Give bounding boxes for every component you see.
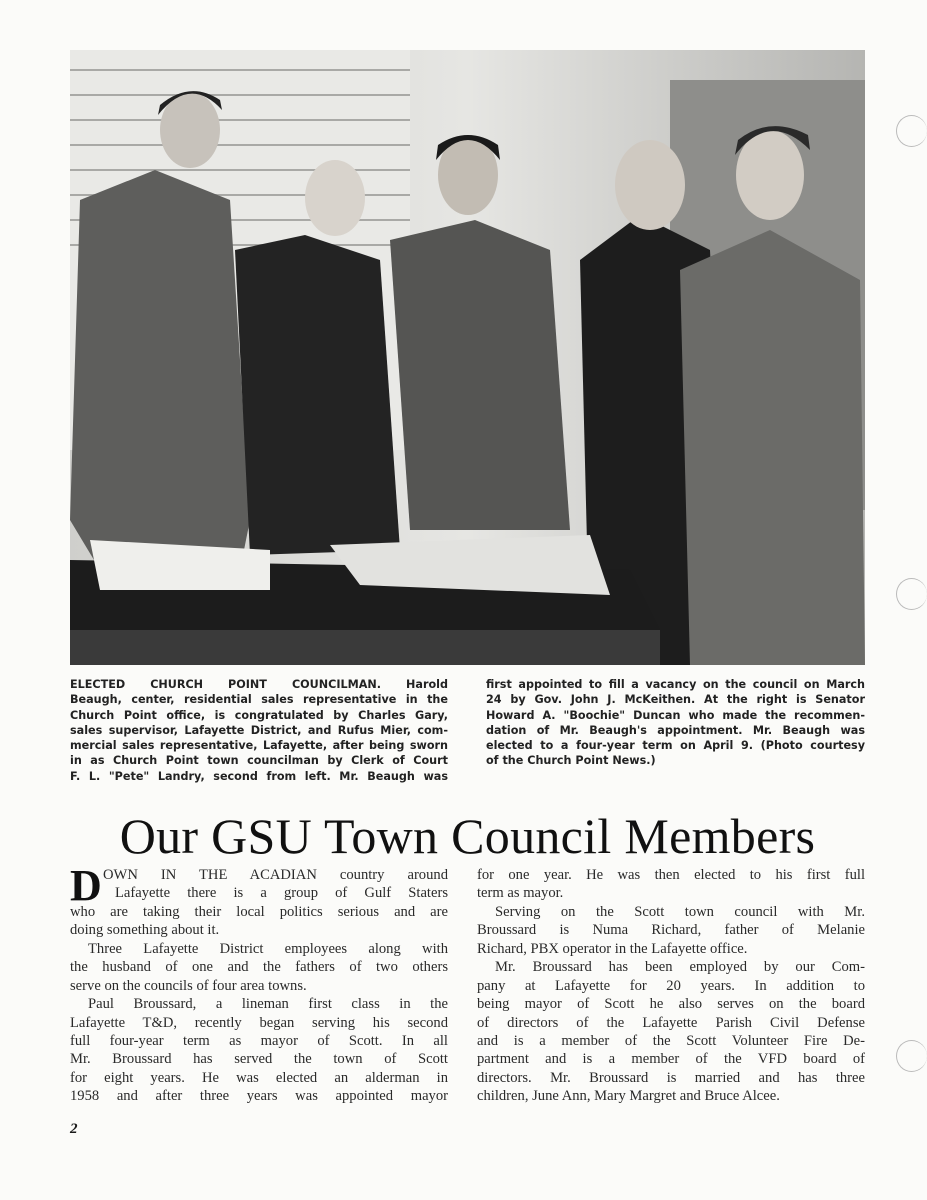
text-line: F. L. "Pete" Landry, second from left. Mr. Beaugh was bbox=[70, 769, 448, 783]
text-line: Lafayette T&D, recently began serving his second bbox=[70, 1014, 448, 1031]
text-line: sales supervisor, Lafayette District, and Rufus Mier, com- bbox=[70, 723, 448, 737]
text-line: serve on the councils of four area towns. bbox=[70, 977, 307, 994]
text-line: dation of Mr. Beaugh's appointment. Mr. Beaugh was bbox=[486, 723, 865, 737]
text-line: Richard, PBX operator in the Lafayette office. bbox=[477, 940, 748, 957]
text-line: in as Church Point town councilman by Clerk of Court bbox=[70, 754, 448, 768]
binder-hole bbox=[896, 1040, 927, 1072]
text-line: Lafayette there is a group of Gulf Staters bbox=[115, 885, 448, 902]
photo-caption-right bbox=[486, 677, 865, 769]
text-line: Church Point office, is congratulated by Charles Gary, bbox=[70, 708, 448, 722]
text-line: who are taking their local politics serious and are bbox=[70, 903, 448, 920]
text-line: Beaugh, center, residential sales representative in the bbox=[70, 693, 448, 707]
text-line: OWN IN THE ACADIAN country around bbox=[103, 867, 448, 883]
text-line: full four-year term as mayor of Scott. In all bbox=[70, 1032, 448, 1049]
photo-caption-left bbox=[70, 677, 448, 784]
text-line: Broussard is Numa Richard, father of Melanie bbox=[477, 922, 865, 939]
text-line: 24 by Gov. John J. McKeithen. At the right is Senator bbox=[486, 693, 865, 707]
text-line: 1958 and after three years was appointed mayor bbox=[70, 1088, 448, 1105]
article-column-left bbox=[70, 861, 448, 1106]
text-line: being mayor of Scott he also serves on the board bbox=[477, 996, 865, 1013]
photo-illustration bbox=[70, 50, 865, 665]
text-line: Mr. Broussard has served the town of Scott bbox=[70, 1051, 448, 1068]
text-line: Three Lafayette District employees along with bbox=[88, 940, 448, 957]
text-line: Serving on the Scott town council with Mr. bbox=[495, 903, 865, 920]
text-line: directors. Mr. Broussard is married and has three bbox=[477, 1069, 865, 1086]
news-photo bbox=[70, 50, 865, 665]
text-line: and is a member of the Scott Volunteer Fire De- bbox=[477, 1032, 865, 1049]
text-line: ELECTED CHURCH POINT COUNCILMAN. Harold bbox=[70, 678, 448, 691]
binder-hole bbox=[896, 115, 927, 147]
page-number: 2 bbox=[70, 1121, 78, 1137]
text-line: Mr. Broussard has been employed by our Com- bbox=[495, 959, 865, 976]
text-line: of the Church Point News.) bbox=[486, 754, 656, 768]
text-line: pany at Lafayette for 20 years. In addition to bbox=[477, 977, 865, 994]
drop-cap: D bbox=[70, 861, 102, 910]
text-line: term as mayor. bbox=[477, 885, 564, 902]
text-line: children, June Ann, Mary Margret and Bruce Alcee. bbox=[477, 1088, 780, 1105]
article-title: Our GSU Town Council Members bbox=[119, 808, 816, 864]
text-line: partment and is a member of the VFD board of bbox=[477, 1051, 865, 1068]
text-line: doing something about it. bbox=[70, 922, 220, 939]
text-line: Howard A. "Boochie" Duncan who made the recommen- bbox=[486, 708, 865, 722]
text-line: elected to a four-year term on April 9. (Photo courtesy bbox=[486, 739, 865, 753]
desk bbox=[70, 535, 660, 665]
text-line: first appointed to fill a vacancy on the council on March bbox=[486, 678, 865, 691]
binder-hole bbox=[896, 578, 927, 610]
text-line: for one year. He was then elected to his first full bbox=[477, 867, 865, 883]
text-line: the husband of one and the fathers of two others bbox=[70, 959, 448, 976]
text-line: Paul Broussard, a lineman first class in the bbox=[88, 996, 448, 1013]
article-column-right bbox=[477, 866, 865, 1106]
text-line: for eight years. He was elected an alderman in bbox=[70, 1069, 448, 1086]
text-line: mercial sales representative, Lafayette, after being sworn bbox=[70, 739, 448, 753]
text-line: of directors of the Lafayette Parish Civil Defense bbox=[477, 1014, 865, 1031]
